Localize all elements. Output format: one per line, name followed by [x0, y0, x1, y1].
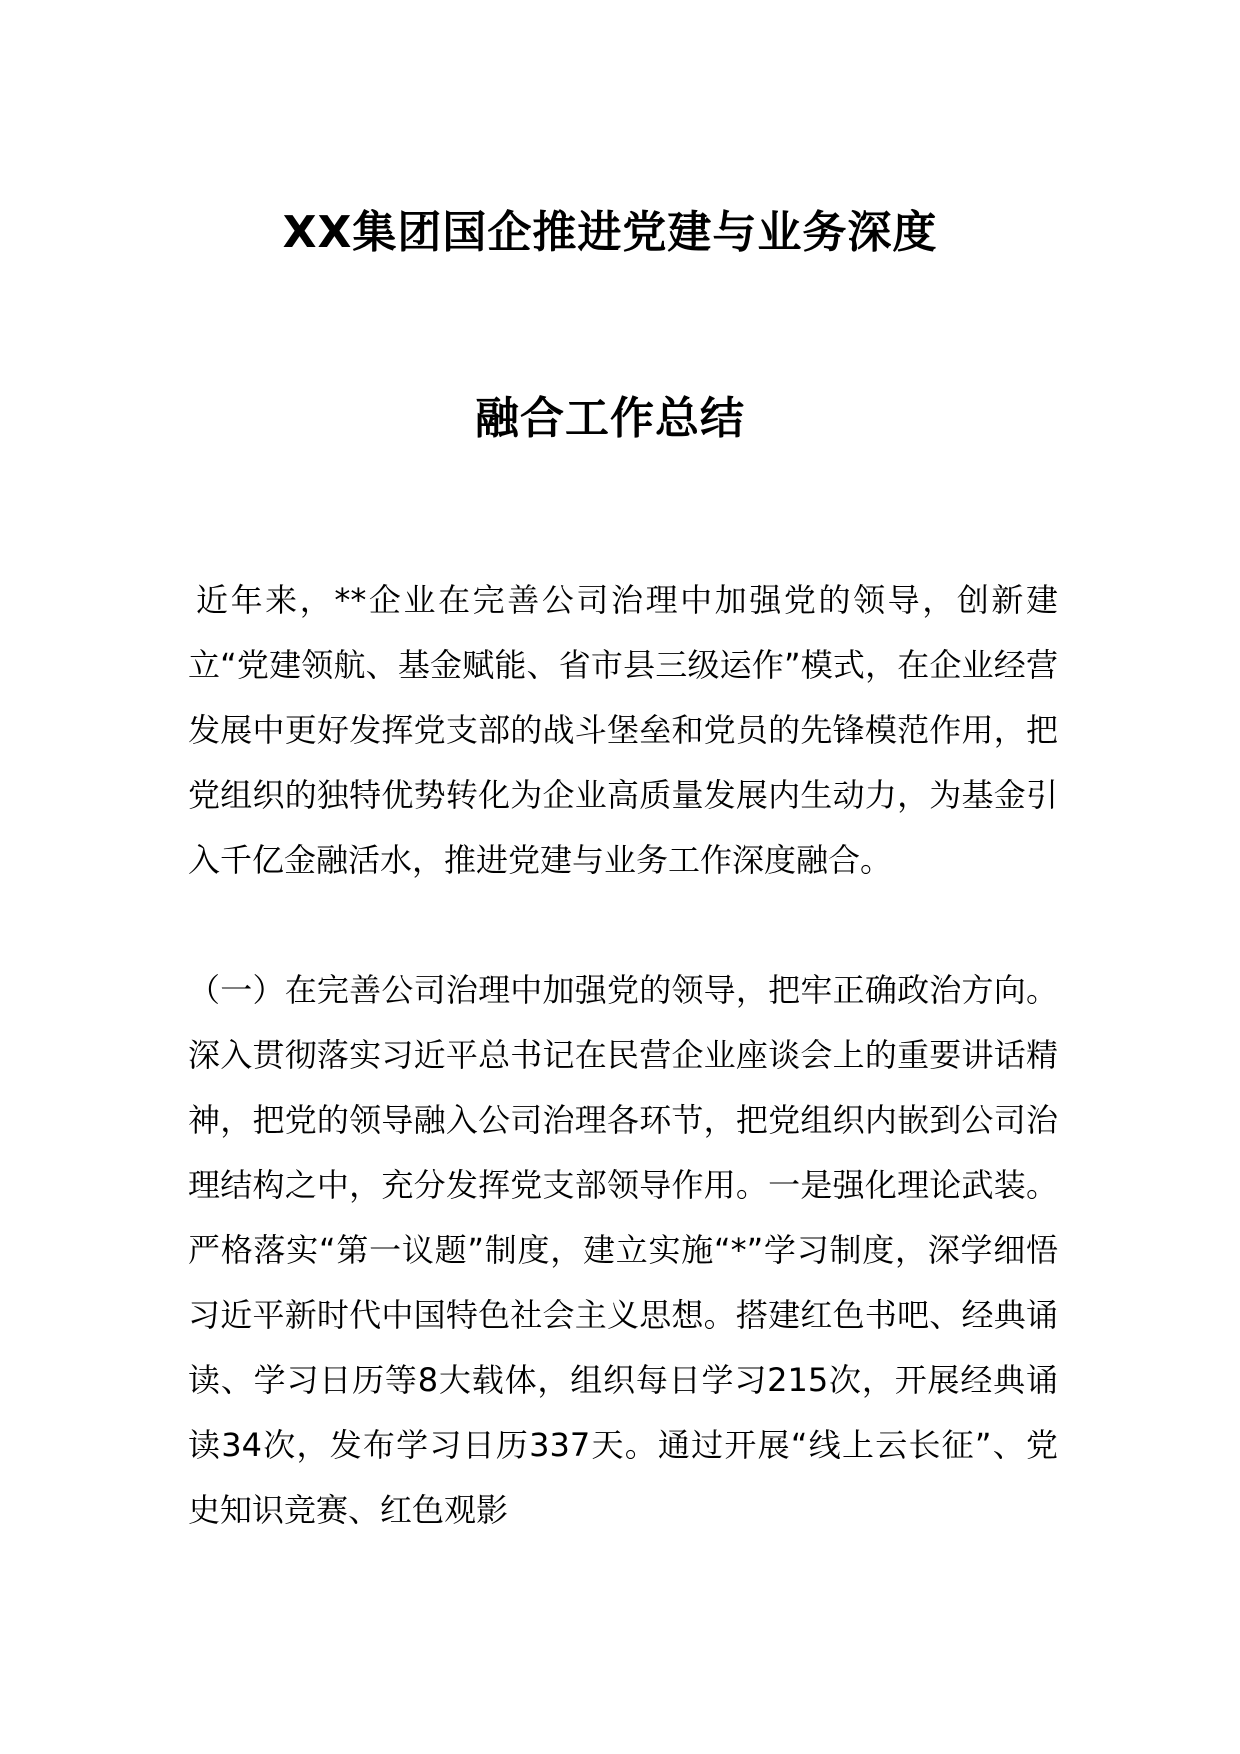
paragraph-section-1: （一）在完善公司治理中加强党的领导，把牢正确政治方向。深入贯彻落实习近平总书记在民营企业座谈会上的重要讲话精神，把党的领导融入公司治理各环节，把党组织内嵌到公司治理结构之中，充分发挥党支部领导作用。一是强化理论武装。严格落实“第一议题”制度，建立实施“*”学习制度，深学细悟习近平新时代中国特色社会主义思想。搭建红色书吧、经典诵读、学习日历等8大载体，组织每日学习215次，开展经典诵读34次，发布学习日历337天。通过开展“线上云长征”、党史知识竞赛、红色观影	[188, 971, 1058, 1529]
document-title-line-2: 融合工作总结	[475, 393, 745, 444]
paragraph-intro: 近年来，**企业在完善公司治理中加强党的领导，创新建立“党建领航、基金赋能、省市县三级运作”模式，在企业经营发展中更好发挥党支部的战斗堡垒和党员的先锋模范作用，把党组织的独特优势转化为企业高质量发展内生动力，为基金引入千亿金融活水，推进党建与业务工作深度融合。	[188, 581, 1058, 879]
document-title-line-1: XX集团国企推进党建与业务深度	[282, 207, 938, 258]
